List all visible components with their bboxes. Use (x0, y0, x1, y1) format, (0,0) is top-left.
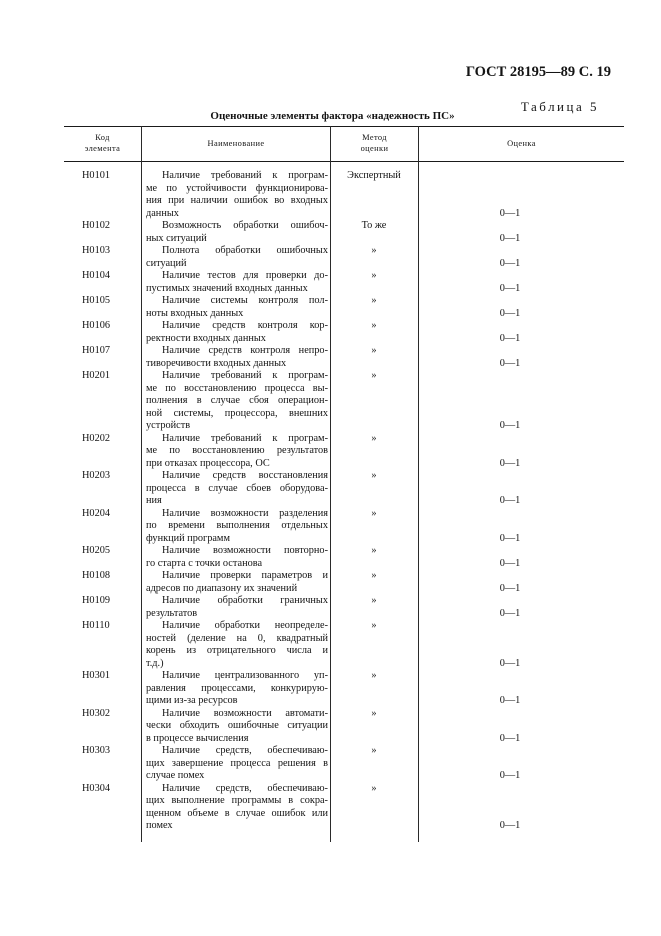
row-description (146, 370, 328, 433)
row-description-line: Наличие средств контроля кор- (162, 320, 328, 331)
row-score: 0—1 (499, 207, 521, 219)
column-header-method-line2: оценки (360, 144, 389, 153)
row-score: 0—1 (499, 232, 521, 244)
row-method: » (371, 570, 377, 581)
row-code: Н0204 (82, 507, 111, 519)
row-description (146, 320, 328, 345)
row-score: 0—1 (499, 732, 521, 744)
row-description-line: Возможность обработки ошибоч- (162, 220, 328, 231)
row-code: Н0301 (82, 670, 111, 681)
row-description-line: Наличие тестов для проверки до- (162, 270, 328, 281)
row-description (146, 170, 328, 220)
row-description-line: ноты входных данных (146, 307, 244, 319)
row-method: » (371, 245, 377, 256)
row-description-line: корень из отрицательного числа и (146, 645, 328, 656)
row-description (146, 295, 328, 320)
row-code: Н0104 (82, 270, 111, 281)
row-score: 0—1 (499, 532, 521, 544)
row-code: Н0108 (82, 570, 111, 581)
row-description-line: Наличие обработки граничных (162, 595, 328, 606)
row-description (146, 545, 328, 570)
row-code: Н0303 (82, 745, 111, 756)
row-description-line: ностей (деление на 0, квадратный (146, 632, 328, 644)
row-method: То же (361, 220, 387, 231)
row-description-line: ме по устойчивости функционирова- (146, 182, 328, 194)
row-method: » (371, 470, 377, 481)
row-score: 0—1 (499, 695, 521, 706)
row-description-line: Наличие проверки параметров и (162, 570, 328, 581)
row-code: Н0101 (82, 170, 111, 181)
row-score: 0—1 (499, 582, 521, 594)
row-score: 0—1 (499, 607, 521, 619)
row-description (146, 783, 328, 833)
table-label: Таблица 5 (520, 99, 599, 114)
document-reference: ГОСТ 28195—89 С. 19 (465, 64, 611, 80)
row-description-line: процесса в случае сбоев оборудова- (146, 482, 328, 494)
row-description-line: щих выполнение программы в сокра- (146, 795, 328, 806)
row-description-line: чески обходить ошибочные ситуации (146, 720, 328, 731)
row-description-line: тиворечивости входных данных (146, 357, 287, 369)
row-method: » (371, 545, 377, 556)
row-code: Н0105 (82, 295, 111, 306)
row-score: 0—1 (499, 770, 521, 781)
row-description-line: щих завершение процесса решения в (146, 757, 328, 769)
row-description-line: щенном объеме в случае ошибок или (146, 807, 328, 819)
row-description (146, 595, 328, 620)
row-method: » (371, 432, 377, 444)
row-description-line: ния при наличии ошибок во входных (146, 195, 328, 206)
row-description-line: Наличие обработки неопределе- (162, 620, 328, 631)
row-code: Н0102 (82, 220, 111, 231)
row-score: 0—1 (499, 820, 521, 831)
row-method: » (371, 782, 377, 794)
row-description-line: Наличие требований к програм- (162, 170, 328, 181)
row-description-line: данных (146, 207, 179, 219)
row-description (146, 345, 328, 370)
row-description-line: Полнота обработки ошибочных (162, 245, 328, 256)
row-description-line: ме по восстановлению процесса вы- (146, 382, 328, 394)
table-title: Оценочные элементы фактора «надежность ПС» (210, 110, 455, 122)
column-header-method-line1: Метод (362, 133, 387, 142)
row-code: Н0103 (82, 245, 111, 256)
row-method: Экспертный (347, 170, 401, 181)
row-description-line: Наличие средств восстановления (162, 470, 328, 481)
row-description (146, 670, 328, 708)
row-description (146, 245, 328, 270)
row-description-line: Наличие системы контроля пол- (162, 295, 328, 306)
row-code: Н0203 (82, 470, 111, 481)
row-method: » (371, 707, 377, 719)
row-description-line: ния (146, 495, 162, 506)
row-method: » (371, 295, 377, 306)
row-description-line: пустимых значений входных данных (146, 282, 308, 294)
column-header-score: Оценка (507, 139, 536, 148)
row-method: » (371, 670, 377, 681)
row-description-line: Наличие возможности повторно- (162, 545, 328, 556)
row-score: 0—1 (499, 357, 521, 369)
row-code: Н0202 (82, 432, 111, 444)
column-header-code-line2: элемента (84, 144, 121, 153)
row-description-line: щими из-за ресурсов (146, 695, 238, 706)
row-description (146, 220, 328, 245)
row-description-line: Наличие средств контроля непро- (162, 345, 328, 356)
row-code: Н0109 (82, 595, 111, 606)
row-description-line: при отказах процессора, ОС (146, 457, 270, 469)
row-description-line: Наличие требований к програм- (162, 432, 328, 444)
row-method: » (371, 345, 377, 356)
row-code: Н0107 (82, 345, 111, 356)
row-score: 0—1 (499, 495, 521, 506)
row-description (146, 470, 328, 508)
row-description-line: Наличие средств, обеспечиваю- (162, 782, 328, 794)
row-description (146, 508, 328, 546)
row-description-line: ных ситуаций (146, 232, 207, 244)
row-method: » (371, 370, 377, 381)
row-description-line: случае помех (146, 770, 205, 781)
row-description-line: полнения в случае сбоя операцион- (146, 395, 328, 406)
row-score: 0—1 (499, 420, 521, 431)
row-score: 0—1 (499, 657, 521, 669)
row-description-line: Наличие требований к програм- (162, 370, 328, 381)
row-description-line: адресов по диапазону их значений (146, 582, 298, 594)
row-code: Н0304 (82, 782, 111, 794)
row-description-line: помех (146, 820, 173, 831)
row-method: » (371, 620, 377, 631)
row-description (146, 745, 328, 783)
row-description-line: ме по восстановлению результатов (146, 445, 328, 456)
row-description-line: Наличие средств, обеспечиваю- (162, 745, 328, 756)
row-description (146, 570, 328, 595)
row-code: Н0205 (82, 545, 111, 556)
row-description-line: ректности входных данных (146, 332, 266, 344)
row-score: 0—1 (499, 332, 521, 344)
row-description (146, 620, 328, 670)
row-description-line: устройств (146, 420, 191, 431)
row-score: 0—1 (499, 557, 521, 569)
row-method: » (371, 270, 377, 281)
row-method: » (371, 745, 377, 756)
row-score: 0—1 (499, 307, 521, 319)
column-header-code-line1: Код (95, 133, 110, 142)
row-score: 0—1 (499, 282, 521, 294)
row-score: 0—1 (499, 257, 521, 269)
row-code: Н0302 (82, 707, 111, 719)
row-method: » (371, 320, 377, 331)
row-description-line: т.д.) (146, 657, 164, 669)
row-code: Н0106 (82, 320, 111, 331)
row-description-line: результатов (146, 607, 198, 619)
row-description-line: Наличие централизованного уп- (162, 670, 328, 681)
column-header-name: Наименование (207, 139, 265, 148)
row-description (146, 433, 328, 471)
row-description-line: Наличие возможности разделения (162, 507, 328, 519)
row-description-line: ной системы, процессора, внешних (146, 407, 328, 419)
row-code: Н0201 (82, 370, 111, 381)
row-code: Н0110 (82, 620, 110, 631)
row-description-line: равления процессами, конкурирую- (146, 682, 328, 694)
row-description-line: в процессе вычисления (146, 732, 249, 744)
row-description-line: по времени выполнения отдельных (146, 520, 328, 531)
row-score: 0—1 (499, 457, 521, 469)
row-description-line: функций программ (146, 532, 230, 544)
row-description (146, 270, 328, 295)
row-description-line: ситуаций (146, 257, 187, 269)
row-description-line: Наличие возможности автомати- (162, 707, 328, 719)
row-description-line: го старта с точки останова (146, 557, 263, 569)
row-method: » (371, 595, 377, 606)
row-description (146, 708, 328, 746)
row-method: » (371, 507, 377, 519)
